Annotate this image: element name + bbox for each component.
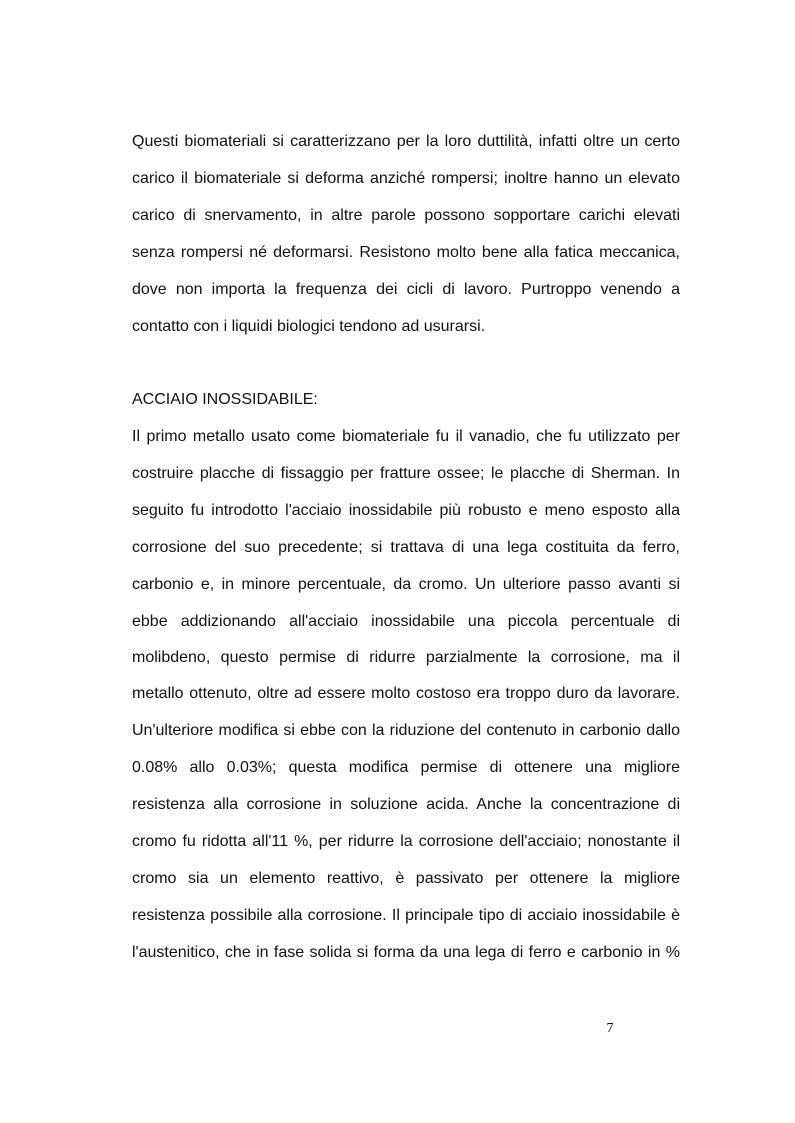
paragraph-2-line: seguito fu introdotto l'acciaio inossidabile più robusto e meno esposto alla: [132, 502, 680, 519]
paragraph-1-line: dove non importa la frequenza dei cicli di lavoro. Purtroppo venendo a: [132, 281, 680, 298]
paragraph-1-line: carico di snervamento, in altre parole possono sopportare carichi elevati: [132, 207, 680, 224]
paragraph-1-line: Questi biomateriali si caratterizzano per la loro duttilità, infatti oltre un certo: [132, 133, 680, 150]
page-number: 7: [606, 1021, 614, 1036]
paragraph-2-line: ebbe addizionando all'acciaio inossidabile una piccola percentuale di: [132, 613, 680, 630]
paragraph-2-line: cromo fu ridotta all'11 %, per ridurre la corrosione dell'acciaio; nonostante il: [132, 833, 680, 850]
paragraph-2-line: Il primo metallo usato come biomateriale fu il vanadio, che fu utilizzato per: [132, 428, 680, 445]
paragraph-2-line: Un'ulteriore modifica si ebbe con la riduzione del contenuto in carbonio dallo: [132, 722, 680, 739]
paragraph-1-line: carico il biomateriale si deforma anziché rompersi; inoltre hanno un elevato: [132, 170, 680, 187]
paragraph-2-line: 0.08% allo 0.03%; questa modifica permise di ottenere una migliore: [132, 759, 680, 776]
paragraph-2-line: cromo sia un elemento reattivo, è passivato per ottenere la migliore: [132, 870, 680, 887]
paragraph-2-line: molibdeno, questo permise di ridurre parzialmente la corrosione, ma il: [132, 649, 680, 666]
paragraph-2-line: costruire placche di fissaggio per fratture ossee; le placche di Sherman. In: [132, 465, 680, 482]
paragraph-2-line: metallo ottenuto, oltre ad essere molto costoso era troppo duro da lavorare.: [132, 685, 680, 702]
paragraph-2-line: l'austenitico, che in fase solida si forma da una lega di ferro e carbonio in %: [132, 944, 680, 961]
section-heading: ACCIAIO INOSSIDABILE:: [132, 391, 318, 408]
paragraph-2-line: resistenza alla corrosione in soluzione acida. Anche la concentrazione di: [132, 796, 680, 813]
paragraph-2-line: resistenza possibile alla corrosione. Il principale tipo di acciaio inossidabile è: [132, 907, 680, 924]
paragraph-2-line: carbonio e, in minore percentuale, da cromo. Un ulteriore passo avanti si: [132, 576, 680, 593]
paragraph-1-line: contatto con i liquidi biologici tendono ad usurarsi.: [132, 318, 486, 335]
paragraph-2-line: corrosione del suo precedente; si trattava di una lega costituita da ferro,: [132, 539, 680, 556]
paragraph-1-line: senza rompersi né deformarsi. Resistono molto bene alla fatica meccanica,: [132, 244, 680, 261]
